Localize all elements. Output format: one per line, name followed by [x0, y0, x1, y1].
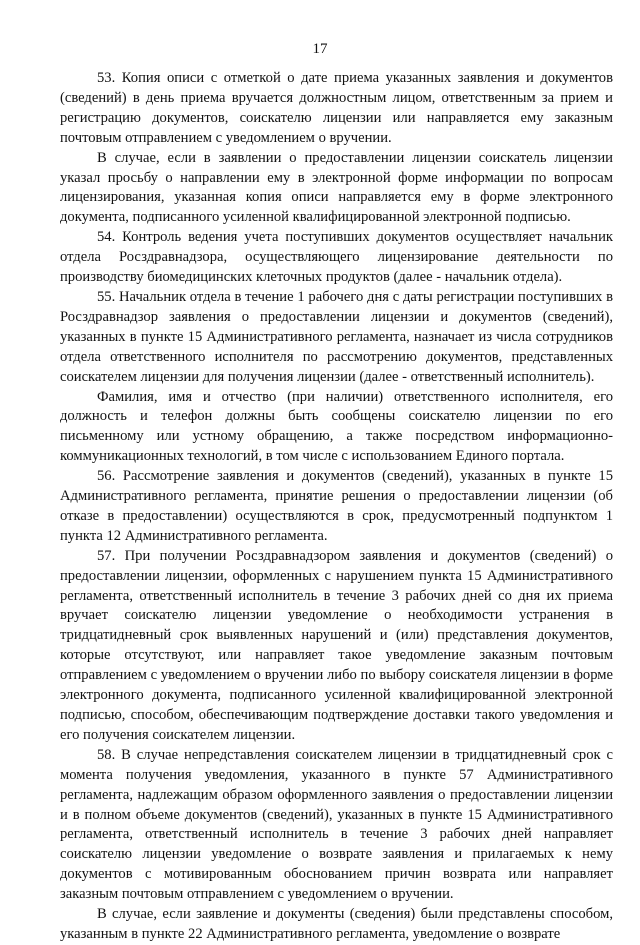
- paragraph-56: 56. Рассмотрение заявления и документов (сведений), указанных в пункте 15 Административного регламента, принятие решения о предоставлении лицензии (об отказе в предоставлении) осуществляются в срок, предусмотренный подпунктом 1 пункта 12 Административного регламента.: [60, 468, 613, 544]
- page-number: 17: [312, 41, 328, 57]
- document-body: [60, 69, 613, 945]
- paragraph-53-electronic-copy: В случае, если в заявлении о предоставлении лицензии соискатель лицензии указал просьбу о направлении ему в электронной форме информации по вопросам лицензирования, указанная копия описи направляется ему в форме электронного документа, подписанного усиленной квалифицированной электронной подписью.: [60, 149, 613, 226]
- paragraph-58-continuation: В случае, если заявление и документы (сведения) были представлены способом, указанным в пункте 22 Административного регламента, уведомление о возврате: [60, 906, 613, 942]
- paragraph-57: 57. При получении Росздравнадзором заявления и документов (сведений) о предоставлении лицензии, оформленных с нарушением пункта 15 Административного регламента, ответственный исполнитель в течение 3 рабочих дней со дня их приема вручает соискателю лицензии уведомление о необходимости устранения в тридцатидневный срок выявленных нарушений и (или) представления документов, которые отсутствуют, или направляет такое уведомление заказным почтовым отправлением с уведомлением о вручении либо по выбору соискателя лицензии в форме электронного документа, подписанного усиленной квалифицированной электронной подписью, способом, обеспечивающим подтверждение доставки такого уведомления и его получения соискателем лицензии.: [60, 547, 613, 743]
- paragraph-54: 54. Контроль ведения учета поступивших документов осуществляет начальник отдела Росздравнадзора, осуществляющего лицензирование деятельности по производству биомедицинских клеточных продуктов (далее - начальник отдела).: [60, 229, 613, 286]
- paragraph-58: 58. В случае непредставления соискателем лицензии в тридцатидневный срок с момента получения уведомления, указанного в пункте 57 Административного регламента, надлежащим образом оформленного заявления о предоставлении лицензии и в полном объеме документов (сведений), указанных в пункте 15 Административного регламента, ответственный исполнитель в течение 3 рабочих дней направляет соискателю лицензии уведомление о возврате заявления и прилагаемых к нему документов с мотивированным обоснованием причин возврата или направляет заказным почтовым отправлением с уведомлением о вручении.: [60, 746, 613, 903]
- paragraph-53: 53. Копия описи с отметкой о дате приема указанных заявления и документов (сведений) в день приема вручается должностным лицом, ответственным за прием и регистрацию документов, соискателю лицензии или направляется ему заказным почтовым отправлением с уведомлением о вручении.: [60, 70, 613, 146]
- paragraph-55-executor-info: Фамилия, имя и отчество (при наличии) ответственного исполнителя, его должность и телефон должны быть сообщены соискателю лицензии по его письменному или устному обращению, а также посредством информационно-коммуникационных технологий, в том числе с использованием Единого портала.: [60, 388, 613, 465]
- paragraph-55: 55. Начальник отдела в течение 1 рабочего дня с даты регистрации поступивших в Росздравнадзор заявления о предоставлении лицензии и документов (сведений), указанных в пункте 15 Административного регламента, назначает из числа сотрудников отдела ответственного исполнителя по рассмотрению документов, представленных соискателем лицензии для получения лицензии (далее - ответственный исполнитель).: [60, 288, 613, 385]
